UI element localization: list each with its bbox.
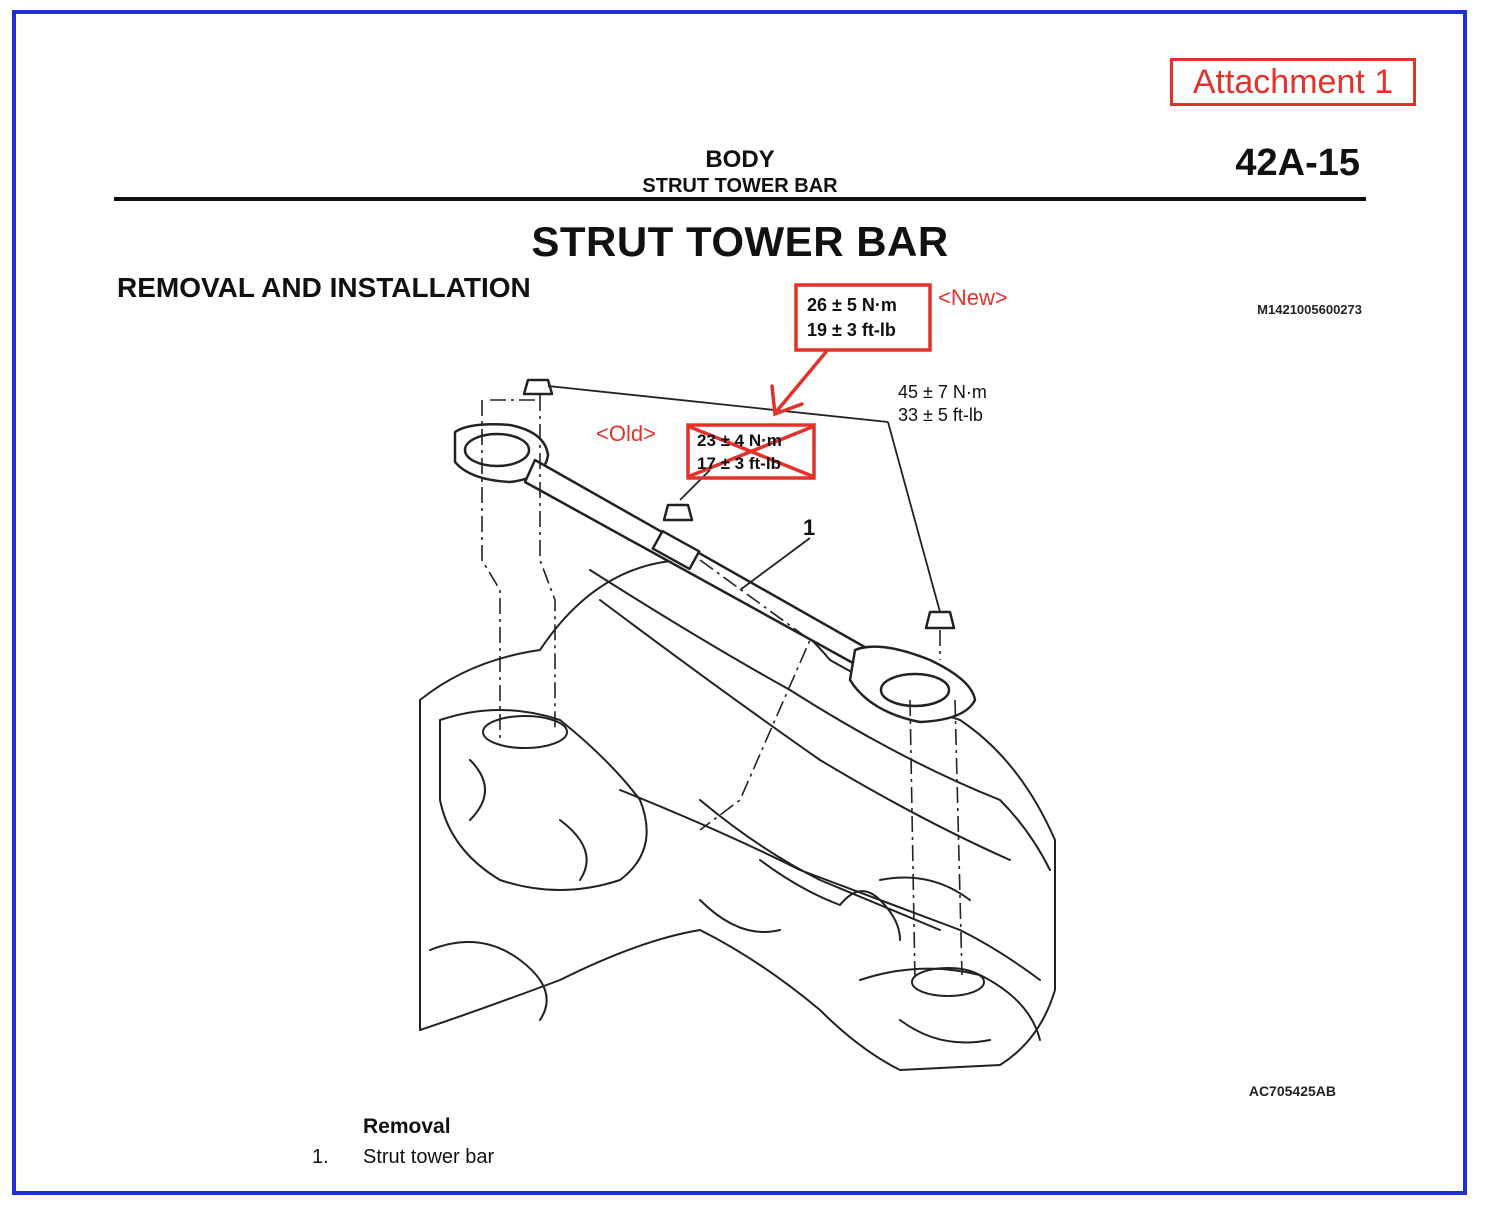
old-torque-nm: 23 ± 4 N·m: [697, 431, 782, 450]
nut-left: [524, 380, 552, 394]
side-torque-ftlb: 33 ± 5 ft-lb: [898, 405, 983, 425]
removal-item-text: Strut tower bar: [363, 1146, 495, 1168]
body-detail-lines-right: [880, 878, 990, 1043]
bolt-center: [664, 505, 692, 520]
strut-tower-right: [860, 969, 1040, 1040]
nut-right: [926, 612, 954, 628]
strut-mount-right: [912, 968, 984, 996]
cowl-vent: [700, 800, 940, 930]
bar-bracket-left-hole: [465, 434, 529, 466]
side-torque-nm: 45 ± 7 N·m: [898, 382, 987, 402]
page-title: STRUT TOWER BAR: [531, 218, 949, 265]
bar-bracket-right-hole: [881, 674, 949, 706]
fender-edge: [430, 942, 547, 1020]
removal-heading: Removal: [363, 1115, 451, 1138]
section-title: REMOVAL AND INSTALLATION: [117, 272, 531, 303]
cowl-panel-upper: [590, 570, 1050, 870]
old-label: <Old>: [596, 421, 656, 446]
body-outline: [420, 560, 1055, 1070]
cowl-grille: [760, 860, 900, 940]
callout-number: 1: [803, 515, 816, 540]
attachment-label: Attachment 1: [1170, 58, 1416, 106]
strut-tower-left: [440, 710, 647, 890]
figure-code: AC705425AB: [1248, 1083, 1336, 1099]
page-number: 42A-15: [1235, 142, 1360, 184]
header-section: BODY: [705, 146, 775, 173]
document-code: M1421005600273: [1257, 302, 1362, 317]
old-torque-ftlb: 17 ± 3 ft-lb: [697, 454, 781, 473]
removal-item-number: 1.: [312, 1146, 329, 1168]
new-torque-ftlb: 19 ± 3 ft-lb: [807, 320, 896, 340]
new-label: <New>: [938, 285, 1008, 310]
body-detail-lines: [470, 760, 780, 932]
header-subsection: STRUT TOWER BAR: [642, 175, 838, 197]
new-torque-nm: 26 ± 5 N·m: [807, 295, 897, 315]
cowl-panel-middle: [600, 600, 1010, 860]
